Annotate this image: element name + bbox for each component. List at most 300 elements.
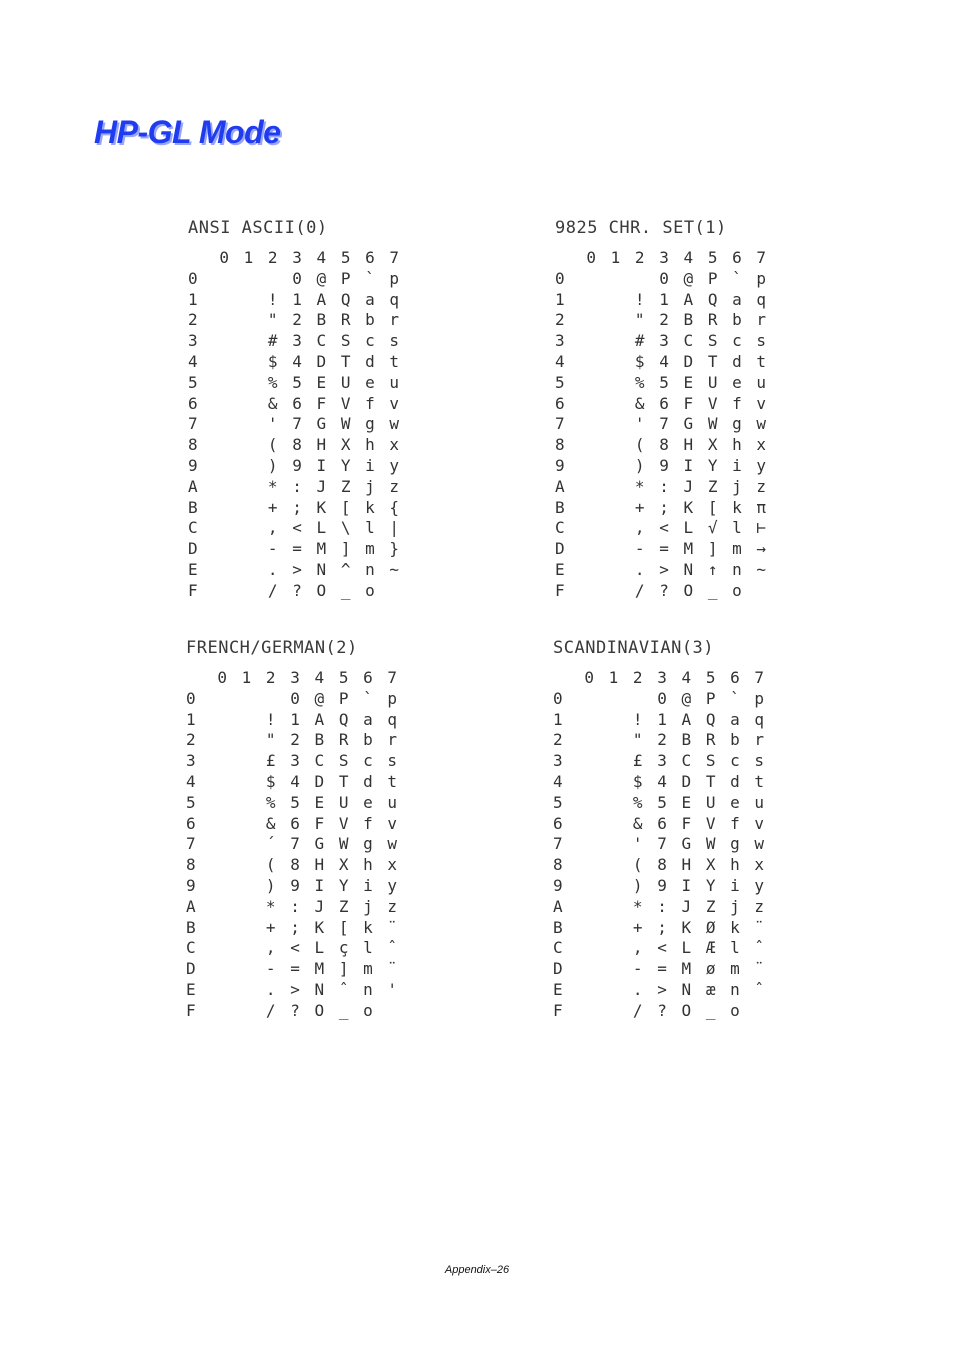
char-cell: x: [387, 855, 398, 875]
row-header: A: [188, 476, 198, 496]
char-cell: -: [632, 959, 643, 979]
char-cell: ?: [659, 580, 669, 600]
char-cell: [579, 331, 603, 352]
char-cell: P: [340, 268, 351, 288]
char-cell: c: [365, 331, 375, 351]
char-cell: ˆ: [387, 938, 398, 958]
char-cell: ): [634, 455, 645, 475]
char-cell: P: [705, 688, 716, 708]
char-cell: [603, 352, 627, 373]
char-cell: y: [387, 875, 398, 895]
char-cell: ↑: [707, 559, 718, 579]
column-header: 2: [632, 668, 643, 687]
char-cell: B: [314, 730, 325, 750]
char-cell: 3: [659, 331, 669, 351]
char-cell: E: [314, 792, 325, 812]
char-cell: l: [730, 938, 740, 958]
char-cell: >: [659, 559, 669, 579]
char-cell: [577, 959, 601, 980]
char-cell: l: [363, 938, 373, 958]
grid-corner: [555, 248, 579, 269]
char-cell: [212, 269, 236, 290]
char-cell: V: [340, 393, 351, 413]
char-cell: +: [265, 917, 276, 937]
char-cell: p: [387, 688, 398, 708]
char-cell: N: [683, 559, 694, 579]
row-header: D: [188, 539, 198, 559]
char-cell: ~: [389, 559, 400, 579]
char-cell: 1: [290, 709, 300, 729]
char-cell: ø: [705, 959, 716, 979]
char-cell: g: [732, 414, 742, 434]
row-header: 4: [555, 351, 565, 371]
char-cell: 0: [659, 268, 669, 288]
row-header: 3: [553, 751, 563, 771]
char-cell: Y: [340, 455, 351, 475]
char-cell: ": [634, 310, 645, 330]
char-cell: B: [316, 310, 327, 330]
char-cell: #: [267, 331, 278, 351]
char-cell: w: [389, 414, 400, 434]
char-cell: [601, 751, 625, 772]
char-cell: i: [363, 875, 373, 895]
char-cell: [749, 581, 773, 602]
char-cell: [603, 269, 627, 290]
char-cell: d: [732, 351, 742, 371]
char-cell: z: [389, 476, 400, 496]
char-cell: {: [389, 497, 400, 517]
char-cell: £: [265, 751, 276, 771]
char-cell: V: [705, 813, 716, 833]
char-cell: \: [340, 518, 351, 538]
char-cell: [261, 269, 285, 290]
char-cell: (: [634, 435, 645, 455]
char-cell: [236, 310, 260, 331]
char-cell: x: [756, 435, 767, 455]
char-cell: s: [387, 751, 398, 771]
row-header: 3: [186, 751, 196, 771]
char-cell: t: [754, 771, 765, 791]
char-cell: [601, 980, 625, 1001]
char-cell: .: [632, 979, 643, 999]
char-cell: !: [634, 289, 645, 309]
char-cell: 0: [292, 268, 302, 288]
char-cell: A: [314, 709, 325, 729]
char-cell: V: [338, 813, 349, 833]
char-cell: [603, 518, 627, 539]
char-cell: u: [387, 792, 398, 812]
char-cell: *: [632, 896, 643, 916]
char-cell: /: [267, 580, 278, 600]
char-cell: [603, 290, 627, 311]
char-cell: D: [316, 351, 327, 371]
row-header: 2: [186, 730, 196, 750]
char-cell: u: [756, 372, 767, 392]
char-cell: z: [387, 896, 398, 916]
char-cell: :: [657, 896, 667, 916]
char-cell: +: [632, 917, 643, 937]
char-cell: C: [314, 751, 325, 771]
char-cell: G: [316, 414, 327, 434]
char-cell: I: [316, 455, 327, 475]
char-cell: [601, 855, 625, 876]
column-header: 1: [610, 248, 621, 267]
row-header: 0: [188, 268, 198, 288]
char-cell: f: [730, 813, 740, 833]
row-header: D: [553, 959, 563, 979]
char-cell: →: [756, 539, 767, 559]
column-header: 5: [707, 248, 718, 267]
row-header: 9: [186, 875, 196, 895]
row-header: 3: [555, 331, 565, 351]
char-cell: [577, 793, 601, 814]
column-header: 5: [340, 248, 351, 267]
char-cell: [236, 435, 260, 456]
char-cell: >: [290, 979, 300, 999]
char-cell: [628, 269, 652, 290]
char-cell: [234, 834, 258, 855]
char-cell: N: [681, 979, 692, 999]
row-header: 0: [553, 688, 563, 708]
char-cell: [234, 959, 258, 980]
char-cell: >: [292, 559, 302, 579]
char-cell: [603, 435, 627, 456]
char-cell: Ø: [705, 917, 716, 937]
char-cell: <: [659, 518, 669, 538]
char-cell: [601, 959, 625, 980]
char-cell: G: [681, 834, 692, 854]
char-cell: J: [681, 896, 692, 916]
char-cell: w: [387, 834, 398, 854]
char-cell: I: [681, 875, 692, 895]
row-header: 1: [555, 289, 565, 309]
char-cell: [212, 581, 236, 602]
char-cell: 0: [657, 688, 667, 708]
char-cell: [236, 581, 260, 602]
row-header: A: [186, 896, 196, 916]
column-header: 3: [659, 248, 669, 267]
char-cell: a: [365, 289, 375, 309]
char-cell: [577, 730, 601, 751]
char-cell: _: [338, 1000, 349, 1020]
char-cell: [212, 498, 236, 519]
char-cell: o: [730, 1000, 740, 1020]
char-cell: f: [363, 813, 373, 833]
char-cell: &: [634, 393, 645, 413]
char-cell: [577, 1001, 601, 1022]
char-cell: [579, 414, 603, 435]
char-cell: _: [705, 1000, 716, 1020]
char-cell: e: [363, 792, 373, 812]
char-cell: /: [265, 1000, 276, 1020]
char-cell: o: [363, 1000, 373, 1020]
char-cell: [236, 456, 260, 477]
char-cell: ': [632, 834, 643, 854]
row-header: 5: [555, 372, 565, 392]
char-cell: F: [316, 393, 327, 413]
char-cell: %: [632, 792, 643, 812]
char-cell: 7: [292, 414, 302, 434]
char-cell: [234, 897, 258, 918]
char-cell: k: [730, 917, 740, 937]
char-cell: [210, 876, 234, 897]
char-cell: j: [732, 476, 742, 496]
row-header: 1: [186, 709, 196, 729]
char-cell: <: [657, 938, 667, 958]
char-cell: 7: [657, 834, 667, 854]
column-header: 4: [314, 668, 325, 687]
char-cell: 5: [659, 372, 669, 392]
char-cell: [236, 352, 260, 373]
char-cell: g: [730, 834, 740, 854]
char-cell: 1: [657, 709, 667, 729]
char-cell: d: [730, 771, 740, 791]
char-cell: [577, 876, 601, 897]
char-cell: [577, 814, 601, 835]
char-cell: M: [314, 959, 325, 979]
char-cell: u: [389, 372, 400, 392]
char-cell: G: [683, 414, 694, 434]
char-cell: y: [389, 455, 400, 475]
char-cell: +: [634, 497, 645, 517]
row-header: C: [188, 518, 198, 538]
char-cell: [210, 814, 234, 835]
char-cell: *: [265, 896, 276, 916]
char-cell: [212, 331, 236, 352]
char-cell: J: [316, 476, 327, 496]
char-cell: ,: [265, 938, 276, 958]
char-cell: P: [338, 688, 349, 708]
char-cell: 8: [292, 435, 302, 455]
char-cell: Z: [338, 896, 349, 916]
char-cell: ': [387, 979, 398, 999]
char-cell: (: [267, 435, 278, 455]
char-cell: F: [681, 813, 692, 833]
char-cell: h: [365, 435, 375, 455]
row-header: D: [186, 959, 196, 979]
char-cell: w: [756, 414, 767, 434]
char-cell: ⊢: [756, 518, 767, 538]
char-cell: 5: [292, 372, 302, 392]
char-cell: T: [340, 351, 351, 371]
char-cell: L: [316, 518, 327, 538]
char-cell: [210, 855, 234, 876]
char-cell: [601, 689, 625, 710]
char-cell: [236, 560, 260, 581]
char-cell: æ: [705, 979, 716, 999]
char-cell: [210, 730, 234, 751]
char-cell: [601, 814, 625, 835]
char-cell: O: [314, 1000, 325, 1020]
char-cell: k: [363, 917, 373, 937]
char-cell: v: [387, 813, 398, 833]
char-cell: 1: [292, 289, 302, 309]
char-cell: S: [707, 331, 718, 351]
char-cell: [212, 394, 236, 415]
row-header: 4: [186, 771, 196, 791]
char-cell: Z: [707, 476, 718, 496]
char-cell: Æ: [705, 938, 716, 958]
char-cell: m: [365, 539, 375, 559]
char-cell: [603, 477, 627, 498]
row-header: F: [188, 580, 198, 600]
char-cell: B: [683, 310, 694, 330]
char-cell: l: [732, 518, 742, 538]
row-header: B: [186, 917, 196, 937]
char-cell: r: [756, 310, 767, 330]
char-cell: £: [632, 751, 643, 771]
char-cell: [603, 394, 627, 415]
char-cell: [: [707, 497, 718, 517]
char-cell: [579, 560, 603, 581]
char-cell: [579, 352, 603, 373]
char-cell: v: [754, 813, 765, 833]
char-cell: ": [265, 730, 276, 750]
column-header: 4: [681, 668, 692, 687]
char-cell: ¨: [387, 959, 398, 979]
char-cell: π: [756, 497, 767, 517]
char-cell: S: [705, 751, 716, 771]
char-cell: [601, 772, 625, 793]
row-header: 5: [188, 372, 198, 392]
char-cell: T: [707, 351, 718, 371]
char-cell: 2: [292, 310, 302, 330]
char-cell: [579, 435, 603, 456]
char-cell: 9: [657, 875, 667, 895]
char-cell: 3: [292, 331, 302, 351]
char-cell: 3: [657, 751, 667, 771]
char-cell: [210, 751, 234, 772]
char-cell: [603, 560, 627, 581]
char-cell: [210, 897, 234, 918]
column-header: 4: [316, 248, 327, 267]
char-cell: q: [387, 709, 398, 729]
char-cell: q: [756, 289, 767, 309]
char-cell: [234, 918, 258, 939]
char-cell: a: [730, 709, 740, 729]
row-header: E: [188, 559, 198, 579]
char-cell: ': [267, 414, 278, 434]
char-cell: [579, 581, 603, 602]
char-cell: [747, 1001, 771, 1022]
char-cell: R: [705, 730, 716, 750]
char-cell: [210, 918, 234, 939]
char-cell: _: [707, 580, 718, 600]
char-cell: b: [363, 730, 373, 750]
char-cell: *: [267, 476, 278, 496]
char-cell: [577, 751, 601, 772]
char-cell: [601, 938, 625, 959]
column-header: 3: [657, 668, 667, 687]
char-cell: [212, 456, 236, 477]
row-header: 9: [553, 875, 563, 895]
char-cell: Y: [338, 875, 349, 895]
char-cell: P: [707, 268, 718, 288]
char-cell: g: [365, 414, 375, 434]
char-cell: [603, 310, 627, 331]
char-cell: K: [683, 497, 694, 517]
char-cell: ~: [756, 559, 767, 579]
char-cell: [579, 539, 603, 560]
column-header: 7: [389, 248, 400, 267]
column-header: 1: [241, 668, 252, 687]
char-cell: ,: [632, 938, 643, 958]
char-cell: T: [705, 771, 716, 791]
char-cell: y: [754, 875, 765, 895]
row-header: 7: [188, 414, 198, 434]
char-cell: Q: [707, 289, 718, 309]
char-cell: [601, 730, 625, 751]
char-cell: d: [363, 771, 373, 791]
char-cell: ?: [657, 1000, 667, 1020]
char-cell: o: [732, 580, 742, 600]
char-cell: O: [316, 580, 327, 600]
char-cell: c: [363, 751, 373, 771]
char-cell: h: [363, 855, 373, 875]
char-cell: 4: [657, 771, 667, 791]
char-cell: j: [365, 476, 375, 496]
row-header: 6: [186, 813, 196, 833]
char-cell: [210, 834, 234, 855]
row-header: 7: [553, 834, 563, 854]
column-header: 6: [363, 668, 373, 687]
char-cell: W: [340, 414, 351, 434]
char-cell: !: [265, 709, 276, 729]
column-header: 7: [387, 668, 398, 687]
column-header: 0: [217, 668, 227, 687]
char-cell: n: [732, 559, 742, 579]
char-cell: [577, 710, 601, 731]
char-cell: ç: [338, 938, 349, 958]
char-cell: c: [730, 751, 740, 771]
char-cell: U: [705, 792, 716, 812]
char-cell: s: [389, 331, 400, 351]
char-cell: r: [754, 730, 765, 750]
char-cell: 6: [292, 393, 302, 413]
char-cell: 9: [290, 875, 300, 895]
char-cell: 3: [290, 751, 300, 771]
row-header: C: [553, 938, 563, 958]
char-cell: m: [732, 539, 742, 559]
char-cell: [236, 414, 260, 435]
column-header: 6: [365, 248, 375, 267]
row-header: F: [555, 580, 565, 600]
char-cell: ¨: [754, 959, 765, 979]
char-cell: [234, 772, 258, 793]
char-cell: E: [683, 372, 694, 392]
char-cell: X: [338, 855, 349, 875]
column-header: 2: [634, 248, 645, 267]
char-cell: ´: [265, 834, 276, 854]
char-cell: g: [363, 834, 373, 854]
char-cell: p: [389, 268, 400, 288]
char-cell: =: [292, 539, 302, 559]
char-cell: -: [634, 539, 645, 559]
char-cell: [210, 793, 234, 814]
char-cell: ;: [290, 917, 300, 937]
row-header: 7: [555, 414, 565, 434]
char-cell: [: [338, 917, 349, 937]
char-cell: [577, 772, 601, 793]
char-cell: [603, 539, 627, 560]
row-header: 5: [186, 792, 196, 812]
char-cell: W: [707, 414, 718, 434]
char-cell: K: [316, 497, 327, 517]
char-cell: :: [659, 476, 669, 496]
row-header: 6: [555, 393, 565, 413]
char-cell: ]: [340, 539, 351, 559]
char-cell: @: [683, 268, 694, 288]
